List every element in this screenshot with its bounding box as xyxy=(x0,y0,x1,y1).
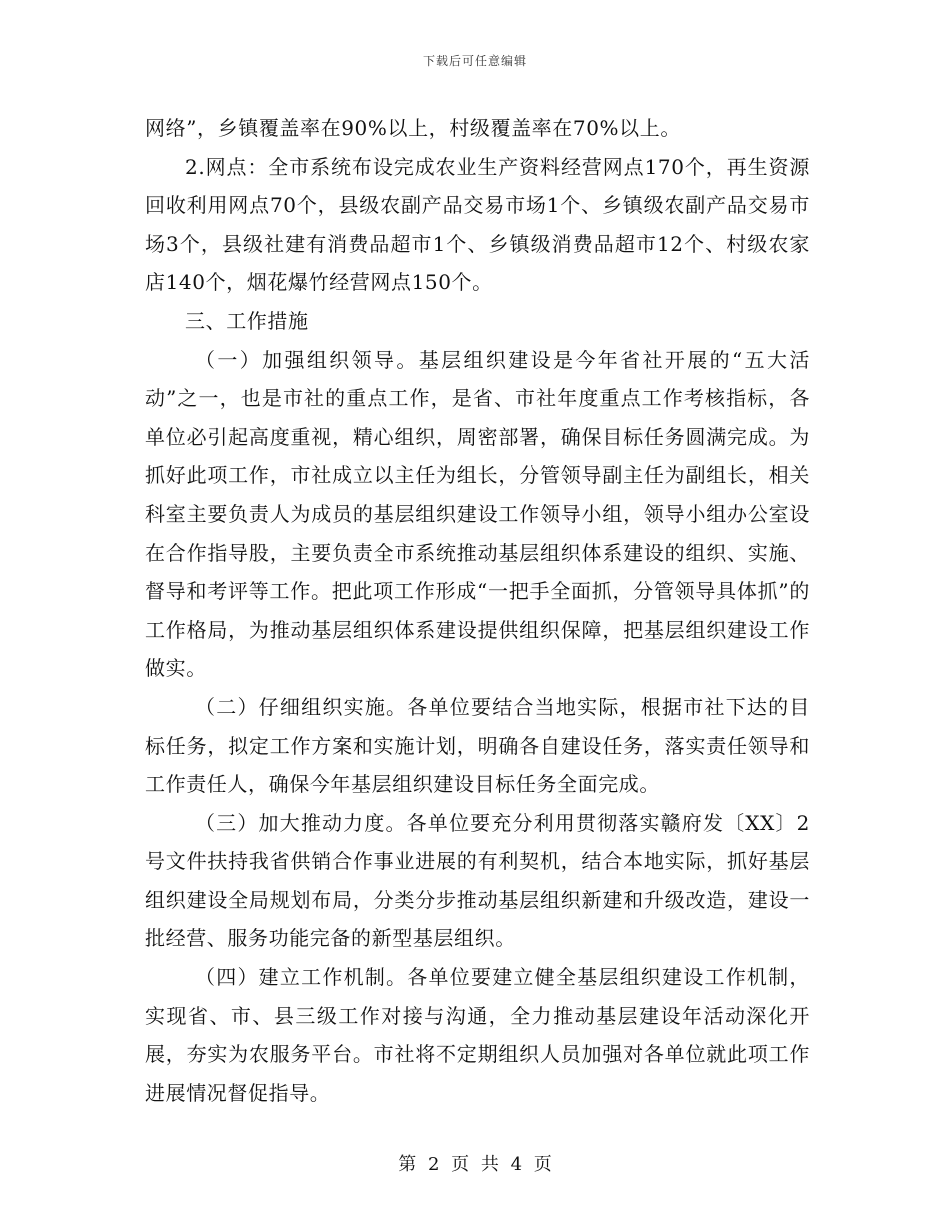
paragraph-outlets: 2.网点：全市系统布设完成农业生产资料经营网点170个，再生资源回收利用网点70个，县级农副产品交易市场1个、乡镇级农副产品交易市场3个，县级社建有消费品超市1个、乡镇级消费品超市12个、村级农家店140个，烟花爆竹经营网点150个。 xyxy=(145,154,810,295)
page-number: 第 2 页 共 4 页 xyxy=(398,1154,552,1175)
page-header-note: 下载后可任意编辑 xyxy=(422,54,527,68)
paragraph-measure-4: （四）建立工作机制。各单位要建立健全基层组织建设工作机制，实现省、市、县三级工作对接与沟通，全力推动基层建设年活动深化开展，夯实为农服务平台。市社将不定期组织人员加强对各单位就此项工作进展情况督促指导。 xyxy=(145,965,810,1105)
paragraph-network-coverage: 网络”，乡镇覆盖率在90%以上，村级覆盖率在70%以上。 xyxy=(145,116,681,140)
document-body xyxy=(145,109,810,1112)
paragraph-measure-3: （三）加大推动力度。各单位要充分利用贯彻落实赣府发〔XX〕2号文件扶持我省供销合作事业进展的有利契机，结合本地实际，抓好基层组织建设全局规划布局，分类分步推动基层组织新建和升级改造，建设一批经营、服务功能完备的新型基层组织。 xyxy=(145,810,810,951)
paragraph-measure-1: （一）加强组织领导。基层组织建设是今年省社开展的“五大活动”之一，也是市社的重点工作，是省、市社年度重点工作考核指标，各单位必引起高度重视，精心组织，周密部署，确保目标任务圆满完成。为抓好此项工作，市社成立以主任为组长，分管领导副主任为副组长，相关科室主要负责人为成员的基层组织建设工作领导小组，领导小组办公室设在合作指导股，主要负责全市系统推动基层组织体系建设的组织、实施、督导和考评等工作。把此项工作形成“一把手全面抓，分管领导具体抓”的工作格局，为推动基层组织体系建设提供组织保障，把基层组织建设工作做实。 xyxy=(145,347,810,681)
section-heading-measures: 三、工作措施 xyxy=(185,308,309,333)
paragraph-measure-2: （二）仔细组织实施。各单位要结合当地实际，根据市社下达的目标任务，拟定工作方案和实施计划，明确各自建设任务，落实责任领导和工作责任人，确保今年基层组织建设目标任务全面完成。 xyxy=(145,694,810,797)
